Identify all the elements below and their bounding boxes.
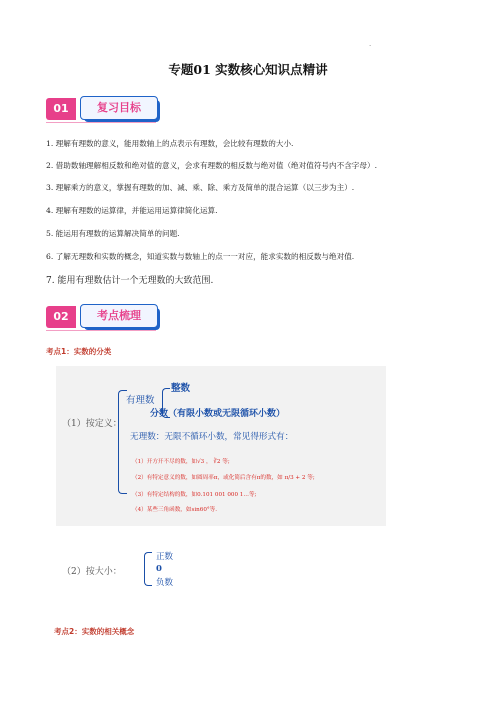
section-label: 考点梳理 [80,304,158,328]
irrational-form: （2）有特定意义的数，如圆周率π，或化简后含有π的数，如 π/3 + 2 等; [132,475,315,481]
corner-mark: . [369,40,372,48]
kaodian-heading: 考点2：实数的相关概念 [54,627,135,636]
goal-item: 4. 理解有理数的运算律，并能运用运算律简化运算. [46,206,218,215]
size-zero: 0 [156,564,162,574]
goal-item: 1. 理解有理数的意义，能用数轴上的点表示有理数，会比较有理数的大小. [46,139,294,148]
integer-label: 整数 [171,383,191,394]
section-number: 02 [46,306,76,328]
irrational-form: （1）开方开不尽的数，如√3 ， ∛2 等; [132,459,230,465]
section-number: 01 [46,98,76,120]
size-negative: 负数 [156,578,174,588]
goal-item: 7. 能用有理数估计一个无理数的大致范围. [46,276,214,286]
page-title: 专题01 实数核心知识点精讲 [168,62,328,77]
section-label: 复习目标 [80,96,158,120]
irrational-label: 无理数：无限不循环小数，常见得形式有： [130,432,294,442]
goal-item: 3. 理解乘方的意义，掌握有理数的加、减、乘、除、乘方及简单的混合运算（以三步为主）. [46,183,355,192]
irrational-form: （3）有特定结构的数，如0.101 001 000 1…等; [132,492,257,498]
by-size-label: （2）按大小： [62,567,122,577]
by-definition-label: （1）按定义： [62,419,122,429]
classification-diagram [56,366,386,526]
goal-item: 2. 借助数轴理解相反数和绝对值的意义，会求有理数的相反数与绝对值（绝对值符号内不含字母）. [46,161,378,170]
rational-label: 有理数 [126,395,155,406]
fraction-label: 分数（有限小数或无限循环小数） [150,409,286,419]
goal-item: 5. 能运用有理数的运算解决简单的问题. [46,229,180,238]
goal-item: 6. 了解无理数和实数的概念，知道实数与数轴上的点一一对应，能求实数的相反数与绝对值. [46,252,355,261]
size-brace [144,552,152,586]
irrational-form: （4）某些三角函数，如sin60°等. [132,507,218,513]
kaodian-heading: 考点1：实数的分类 [46,347,112,356]
size-positive: 正数 [156,552,174,562]
